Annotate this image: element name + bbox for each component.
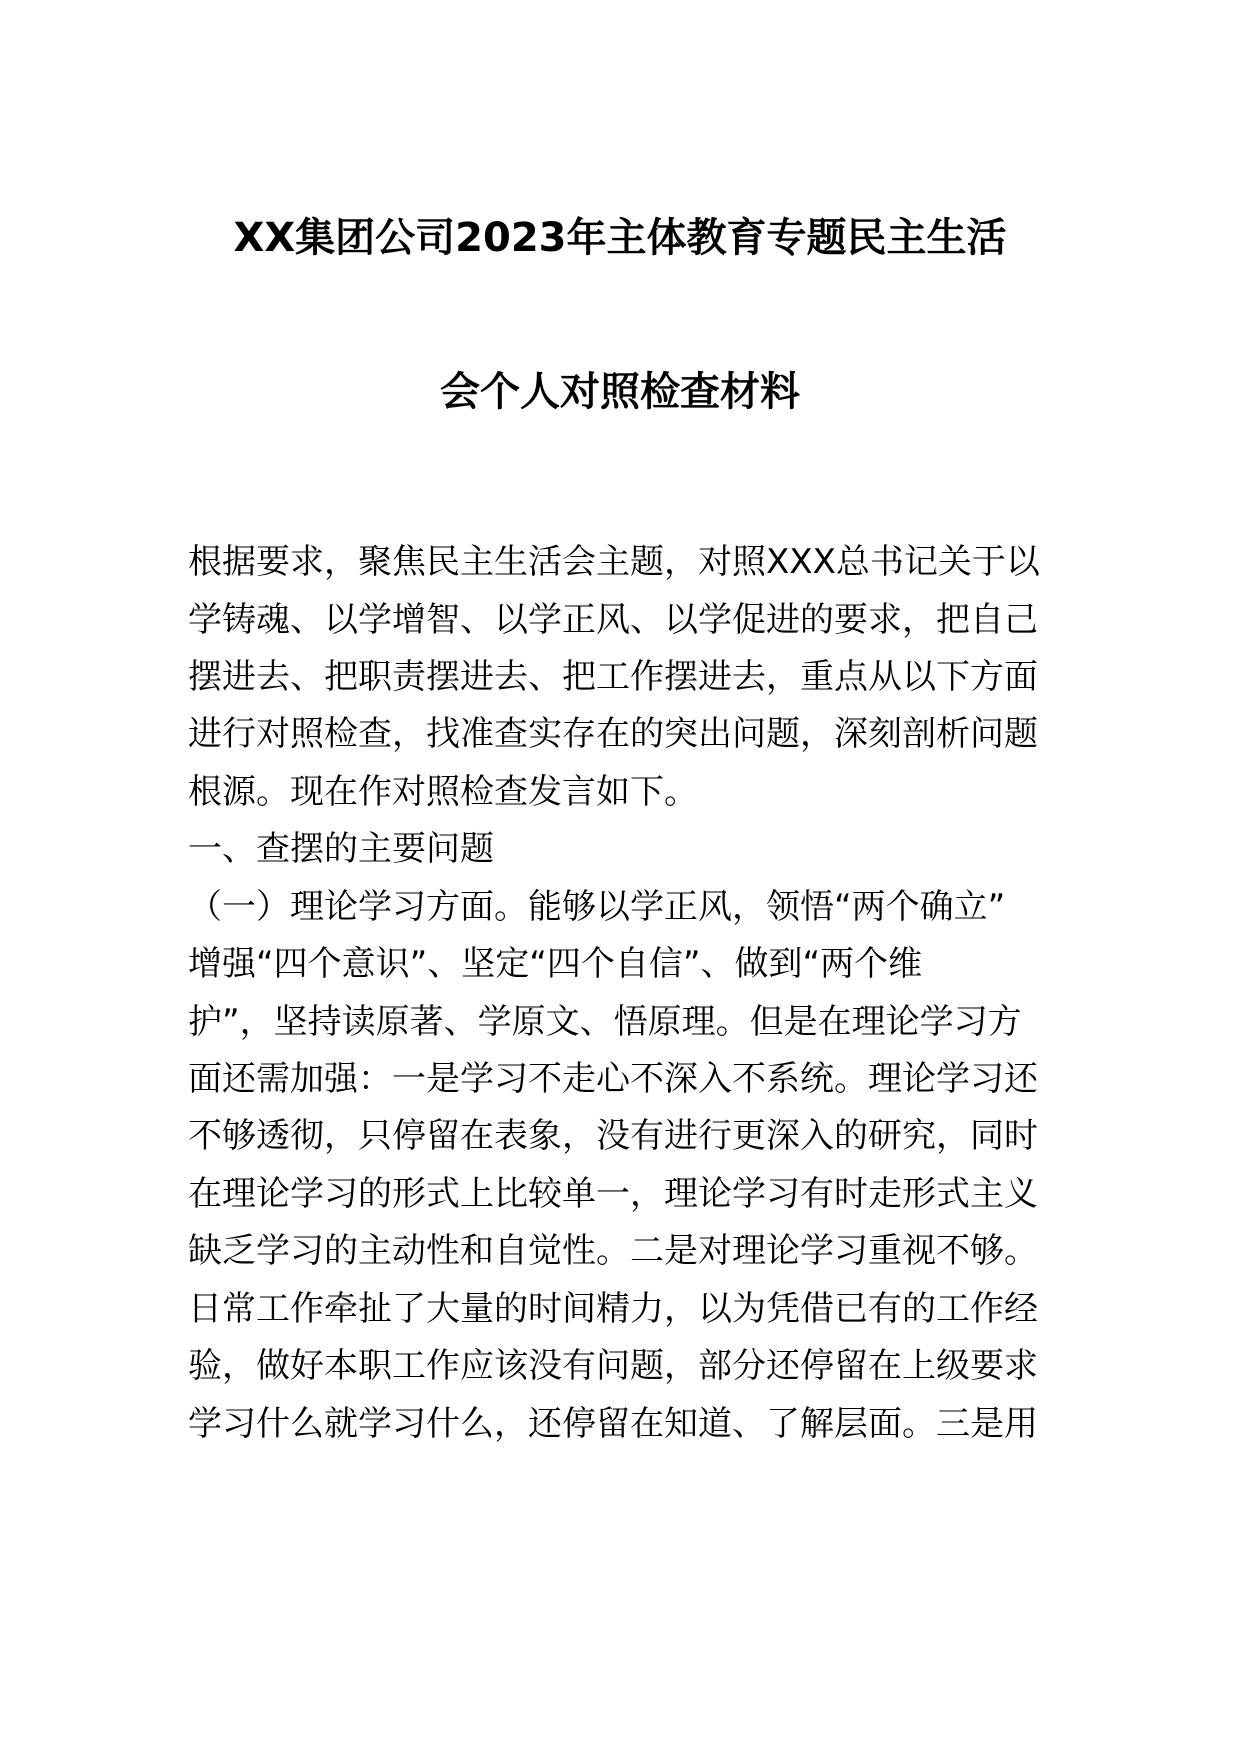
body-text-line: 根源。现在作对照检查发言如下。 bbox=[188, 772, 698, 812]
body-text-line: 日常工作牵扯了大量的时间精力，以为凭借已有的工作经 bbox=[188, 1289, 1038, 1329]
body-text-line: 学铸魂、以学增智、以学正风、以学促进的要求，把自己 bbox=[188, 600, 1038, 640]
subsection-paragraph-line: （一）理论学习方面。能够以学正风，领悟“两个确立” bbox=[188, 887, 1006, 927]
body-text-line: 面还需加强：一是学习不走心不深入不系统。理论学习还 bbox=[188, 1059, 1038, 1099]
document-title-line-2: 会个人对照检查材料 bbox=[440, 369, 800, 415]
body-text-line: 摆进去、把职责摆进去、把工作摆进去，重点从以下方面 bbox=[188, 657, 1038, 697]
body-text-line: 根据要求，聚焦民主生活会主题，对照XXX总书记关于以 bbox=[188, 542, 1040, 582]
body-text-line: 验，做好本职工作应该没有问题，部分还停留在上级要求 bbox=[188, 1346, 1038, 1386]
document-title-line-1: XX集团公司2023年主体教育专题民主生活 bbox=[233, 215, 1007, 261]
body-text-line: 增强“四个意识”、坚定“四个自信”、做到“两个维 bbox=[188, 944, 923, 984]
body-text-line: 护”，坚持读原著、学原文、悟原理。但是在理论学习方 bbox=[188, 1002, 1022, 1042]
body-text-line: 学习什么就学习什么，还停留在知道、了解层面。三是用 bbox=[188, 1404, 1038, 1444]
body-text-line: 进行对照检查，找准查实存在的突出问题，深刻剖析问题 bbox=[188, 714, 1038, 754]
body-text-line: 在理论学习的形式上比较单一，理论学习有时走形式主义 bbox=[188, 1174, 1038, 1214]
body-text-line: 缺乏学习的主动性和自觉性。二是对理论学习重视不够。 bbox=[188, 1231, 1038, 1271]
section-heading: 一、查摆的主要问题 bbox=[188, 829, 494, 869]
body-text-line: 不够透彻，只停留在表象，没有进行更深入的研究，同时 bbox=[188, 1116, 1038, 1156]
